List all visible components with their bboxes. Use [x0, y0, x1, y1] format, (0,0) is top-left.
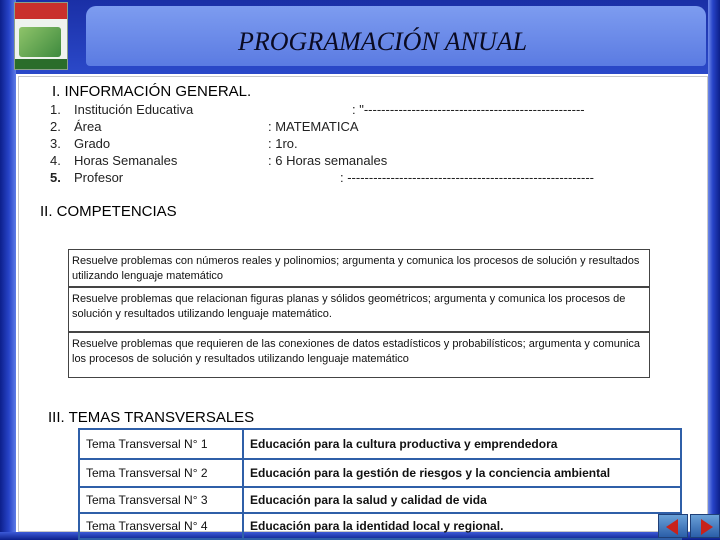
page-title: PROGRAMACIÓN ANUAL: [238, 27, 528, 56]
themes-table: [78, 428, 682, 540]
left-frame: [0, 0, 16, 540]
value-institution: : "---------------------------------------------------: [352, 102, 585, 117]
book-cover-image: [14, 2, 68, 70]
competency-box: Resuelve problemas que requieren de las conexiones de datos estadísticos y probabilísticos; argumenta y comunica los procesos de solución y resultados utilizando lenguaje matemático: [68, 332, 650, 378]
value-grade: : 1ro.: [268, 136, 298, 151]
prev-slide-button[interactable]: [658, 514, 688, 538]
section-heading-competencies: II. COMPETENCIAS: [40, 203, 177, 220]
competency-box: Resuelve problemas con números reales y polinomios; argumenta y comunica los procesos de solución y resultados utilizando lenguaje matemático: [68, 249, 650, 287]
value-area: : MATEMATICA: [268, 119, 359, 134]
table-row: [79, 459, 681, 487]
list-item: 2. Área: [50, 119, 102, 134]
section-heading-cross-cutting-themes: III. TEMAS TRANSVERSALES: [48, 409, 255, 426]
theme-topic-cell: Educación para la cultura productiva y emprendedora: [243, 429, 681, 459]
theme-name-cell: Tema Transversal N° 2: [79, 459, 243, 487]
value-hours: : 6 Horas semanales: [268, 153, 388, 168]
theme-name-cell: Tema Transversal N° 3: [79, 487, 243, 513]
previous-slide-icon: [666, 519, 678, 535]
value-teacher: : ---------------------------------------------------------: [340, 170, 594, 185]
theme-topic-cell: Educación para la gestión de riesgos y la conciencia ambiental: [243, 459, 681, 487]
theme-name-cell: Tema Transversal N° 4: [79, 513, 243, 539]
table-row: [79, 487, 681, 513]
list-item: 5. Profesor: [50, 170, 124, 185]
list-item: 1. Institución Educativa: [50, 102, 194, 117]
table-row: [79, 429, 681, 459]
table-row: [79, 513, 681, 539]
next-slide-button[interactable]: [690, 514, 720, 538]
list-item: 3. Grado: [50, 136, 111, 151]
list-item: 4. Horas Semanales: [50, 153, 178, 168]
section-heading-general-info: I. INFORMACIÓN GENERAL.: [52, 83, 252, 100]
right-frame: [708, 0, 720, 540]
theme-topic-cell: Educación para la salud y calidad de vida: [243, 487, 681, 513]
next-slide-icon: [701, 519, 713, 535]
theme-name-cell: Tema Transversal N° 1: [79, 429, 243, 459]
theme-topic-cell: Educación para la identidad local y regional.: [243, 513, 681, 539]
competency-box: Resuelve problemas que relacionan figuras planas y sólidos geométricos; argumenta y comunica los procesos de solución y resultados utilizando lenguaje matemático.: [68, 287, 650, 332]
